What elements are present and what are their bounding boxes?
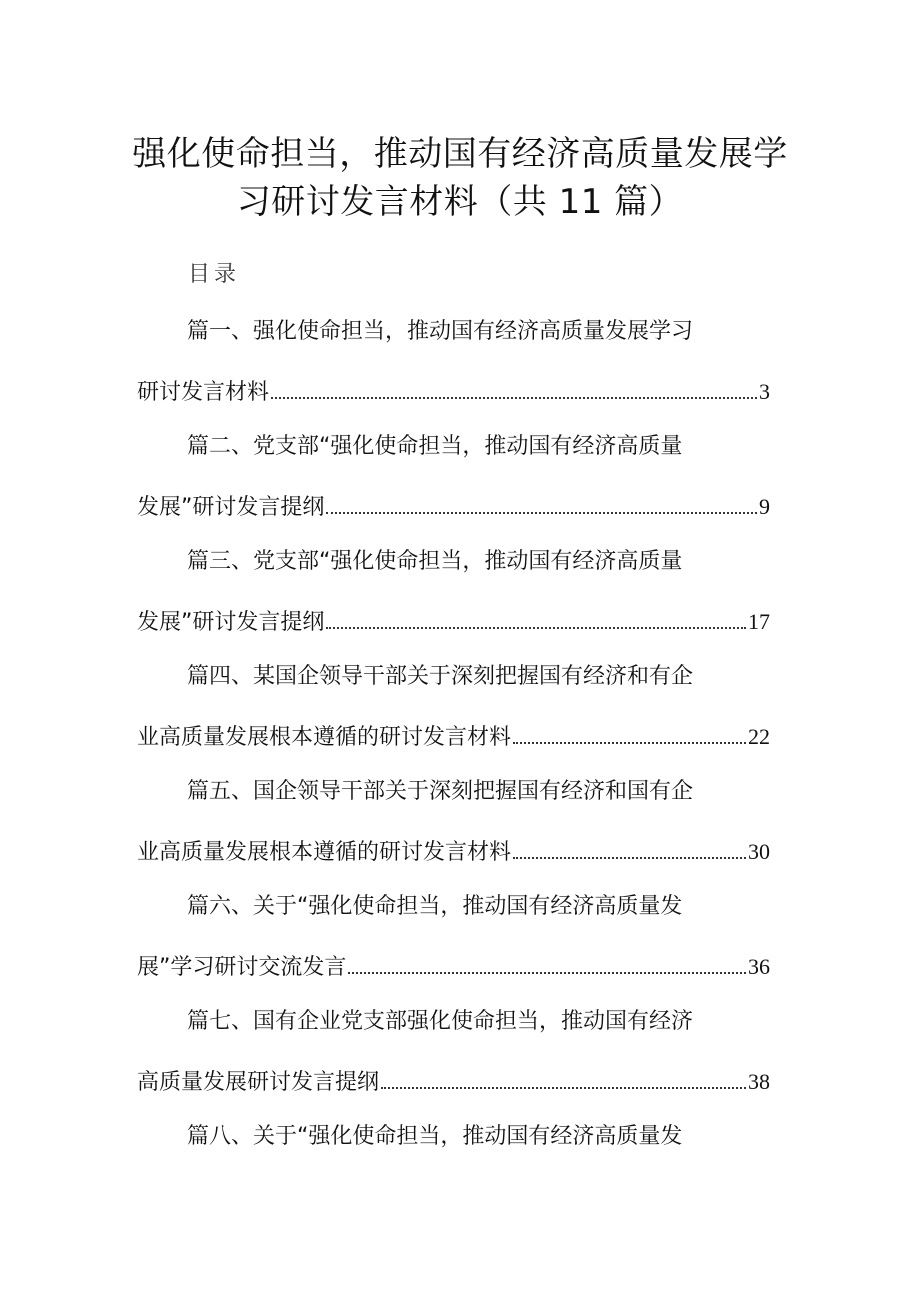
toc-entry[interactable] — [137, 317, 770, 408]
title-line-1: 强化使命担当，推动国有经济高质量发展学 — [132, 134, 788, 174]
toc-entry-continuation — [137, 952, 770, 983]
toc-heading: 目录 — [188, 262, 241, 287]
toc-entry-title-cont: 高质量发展研讨发言提纲 — [137, 1070, 380, 1095]
dot-leader — [348, 971, 746, 974]
toc-entry-title-cont: 研讨发言材料 — [137, 380, 270, 405]
dot-leader — [381, 1086, 746, 1089]
toc-page-number: 36 — [748, 954, 770, 979]
document-title — [120, 130, 800, 226]
toc-entry-title: 篇五、国企领导干部关于深刻把握国有经济和国有企 — [187, 779, 694, 804]
toc-page-number: 30 — [748, 839, 770, 864]
toc-entry-title: 篇三、党支部“强化使命担当，推动国有经济高质量 — [187, 549, 683, 574]
toc-entry-continuation — [137, 722, 770, 753]
dot-leader — [326, 511, 757, 514]
toc-entry[interactable] — [137, 432, 770, 523]
toc-entry-title-cont: 发展”研讨发言提纲 — [137, 495, 325, 520]
dot-leader — [326, 626, 746, 629]
toc-entry[interactable] — [137, 892, 770, 983]
toc-entry-title: 篇六、关于“强化使命担当，推动国有经济高质量发 — [187, 894, 683, 919]
toc-page-number: 22 — [748, 724, 770, 749]
toc-entry-title-cont: 业高质量发展根本遵循的研讨发言材料 — [137, 725, 512, 750]
toc-entry-continuation — [137, 492, 770, 523]
toc-entry[interactable] — [137, 1007, 770, 1098]
toc-entry[interactable] — [137, 547, 770, 638]
dot-leader — [513, 741, 746, 744]
toc-entry-title: 篇四、某国企领导干部关于深刻把握国有经济和有企 — [187, 664, 694, 689]
toc-entry-title-cont: 业高质量发展根本遵循的研讨发言材料 — [137, 840, 512, 865]
toc-entry-title: 篇八、关于“强化使命担当，推动国有经济高质量发 — [187, 1124, 683, 1149]
toc-entry-title: 篇一、强化使命担当，推动国有经济高质量发展学习 — [187, 319, 694, 344]
toc-entry[interactable] — [137, 777, 770, 868]
toc-entry-title-cont: 展”学习研讨交流发言 — [137, 955, 347, 980]
toc-entry[interactable] — [137, 662, 770, 753]
toc-page-number: 3 — [759, 379, 770, 404]
toc-entry-title-cont: 发展”研讨发言提纲 — [137, 610, 325, 635]
toc-entry-continuation — [137, 607, 770, 638]
toc-entry-title: 篇七、国有企业党支部强化使命担当，推动国有经济 — [187, 1009, 694, 1034]
toc-page-number: 17 — [748, 609, 770, 634]
toc-entry-continuation — [137, 377, 770, 408]
dot-leader — [271, 396, 757, 399]
toc-page-number: 38 — [748, 1069, 770, 1094]
toc-entry-title: 篇二、党支部“强化使命担当，推动国有经济高质量 — [187, 434, 683, 459]
toc-entry-continuation — [137, 1067, 770, 1098]
toc-entry[interactable] — [137, 1122, 770, 1152]
dot-leader — [513, 856, 746, 859]
title-line-2: 习研讨发言材料（共 11 篇） — [236, 182, 684, 222]
toc-page-number: 9 — [759, 494, 770, 519]
toc-entry-continuation — [137, 837, 770, 868]
